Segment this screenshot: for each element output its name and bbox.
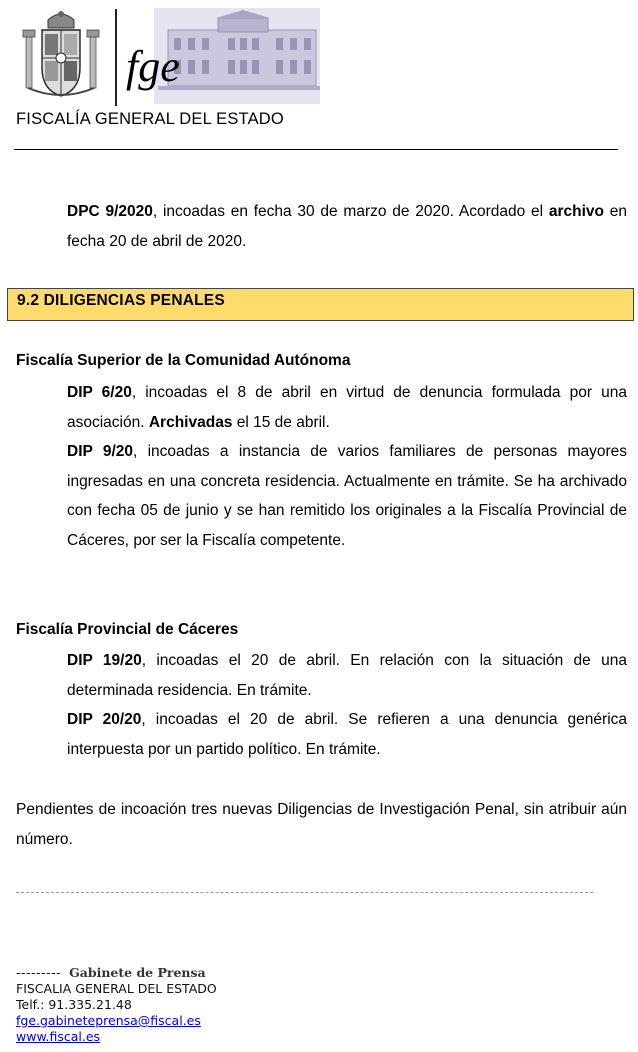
section-header-box xyxy=(7,288,634,321)
org-title: FISCALÍA GENERAL DEL ESTADO xyxy=(16,110,284,128)
email-link[interactable]: fge.gabineteprensa@fiscal.es xyxy=(16,1013,201,1028)
dashed-rule xyxy=(16,892,593,893)
superior-entries xyxy=(67,378,627,555)
superior-heading: Fiscalía Superior de la Comunidad Autónoma xyxy=(16,352,351,369)
provincial-entry xyxy=(67,705,627,764)
provincial-entries xyxy=(67,646,627,764)
footer-phone: Telf.: 91.335.21.48 xyxy=(16,997,132,1012)
footer-press-label: Gabinete de Prensa xyxy=(69,965,206,980)
footer-website xyxy=(16,1029,100,1045)
entry-text: , incoadas el 20 de abril. Se refieren a una denuncia genérica interpuesta por un partido político. En trámite. xyxy=(67,711,628,758)
footer-org: FISCALIA GENERAL DEL ESTADO xyxy=(16,981,217,996)
entry-ref: DIP 19/20 xyxy=(67,652,142,669)
fge-logo-text: fge xyxy=(126,42,180,91)
header-logos xyxy=(18,6,323,108)
footer-press-office xyxy=(16,965,206,981)
entry-text-2: el 15 de abril. xyxy=(232,413,330,431)
footer-dashes: --------- xyxy=(16,965,62,980)
section-title: 9.2 DILIGENCIAS PENALES xyxy=(17,292,225,309)
superior-entry xyxy=(67,378,627,437)
dpc-ref: DPC 9/2020 xyxy=(67,203,153,220)
dpc-text-1: , incoadas en fecha 30 de marzo de 2020. Acordado el xyxy=(152,203,549,220)
coat-of-arms-icon xyxy=(23,11,99,96)
entry-bold: Archivadas xyxy=(148,413,233,431)
website-link[interactable]: www.fiscal.es xyxy=(16,1029,101,1044)
entry-text: , incoadas el 8 de abril en virtud de denuncia formulada por una asociación. xyxy=(67,384,627,431)
provincial-heading: Fiscalía Provincial de Cáceres xyxy=(16,621,239,638)
dpc-entry xyxy=(67,197,627,256)
provincial-entry xyxy=(67,646,627,705)
entry-text: , incoadas a instancia de varios familiares de personas mayores ingresadas en una concreta residencia. Actualmente en trámite. Se ha archivado con fecha 05 de junio y se han remitido los originales a la Fiscalía Provincial de Cáceres, por ser la Fiscalía competente. xyxy=(67,443,627,549)
entry-ref: DIP 20/20 xyxy=(67,711,142,728)
entry-ref: DIP 6/20 xyxy=(67,384,132,401)
header-rule xyxy=(14,149,618,150)
entry-text: , incoadas el 20 de abril. En relación con la situación de una determinada residencia. En trámite. xyxy=(67,652,627,699)
dpc-text-2: en fecha 20 de abril de 2020. xyxy=(67,203,627,250)
pending-note: Pendientes de incoación tres nuevas Diligencias de Investigación Penal, sin atribuir aún número. xyxy=(16,801,627,848)
dpc-bold-2: archivo xyxy=(548,203,604,220)
superior-entry xyxy=(67,437,627,555)
footer-email xyxy=(16,1013,201,1029)
entry-ref: DIP 9/20 xyxy=(67,443,134,460)
